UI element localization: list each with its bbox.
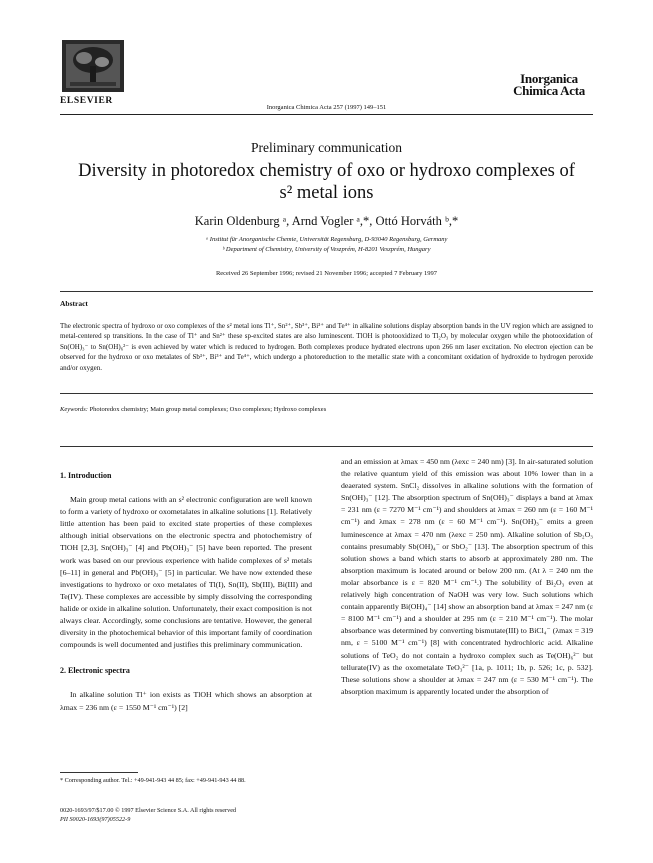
section-2-text: In alkaline solution Tl⁺ ion exists as TlOH which shows an absorption at λmax = 236 nm (ε = 1550 M⁻¹ cm⁻¹) [2]: [60, 690, 312, 712]
affiliation-a: ᵃ Institut für Anorganische Chemie, Universität Regensburg, D-93040 Regensburg, Germany: [205, 236, 448, 243]
received-dates: Received 26 September 1996; revised 21 November 1996; accepted 7 February 1997: [215, 270, 438, 277]
abstract-top-rule: [60, 291, 593, 292]
journal-reference: Inorganica Chimica Acta 257 (1997) 149–151: [266, 104, 387, 111]
abstract-bottom-rule: [60, 393, 593, 394]
journal-logo: [504, 73, 594, 97]
keywords-label: Keywords:: [60, 406, 88, 413]
left-column: [60, 456, 312, 714]
affiliation-b: ᵇ Department of Chemistry, University of Veszprém, H-8201 Veszprém, Hungary: [222, 246, 431, 253]
abstract-text: The electronic spectra of hydroxo or oxo complexes of the s² metal ions Tl⁺, Sn²⁺, Sb³⁺, Bi³⁺ and Te⁴⁺ in alkaline solutions display absorption bands in the UV region which are assigned to metal-centered sp transitions. In the case of Tl⁺ and Sn²⁺ these sp-excited states are also luminescent. TlOH is photooxidized to Tl₂O₃ by molecular oxygen while the photooxidation of Sn(OH)₃⁻ to Sn(OH)₆²⁻ is even achieved by water which is reduced to hydrogen. Both complexes produce hydrated electrons upon 266 nm laser excitation. No electron ejection can be observed for the hydroxo or oxo metalates of Sb³⁺, Bi³⁺ and Te⁴⁺, which undergo a photoreduction to the metallic state with a concomitant oxidation of hydroxide to hydrogen peroxide and/or oxygen.: [60, 322, 593, 372]
elsevier-tree-logo: [62, 40, 124, 92]
title-line-1: Diversity in photoredox chemistry of oxo or hydroxo complexes of: [78, 161, 575, 181]
column-top-spacer: [60, 456, 312, 470]
keywords-rule: [60, 446, 593, 447]
keywords: [60, 406, 593, 413]
article-title: [60, 160, 593, 204]
pii-line: PII S0020-1693(97)05522-9: [60, 816, 131, 823]
header-rule: [60, 114, 593, 115]
section-type: Preliminary communication: [250, 140, 403, 155]
publisher-name: ELSEVIER: [60, 96, 113, 106]
copyright-line: 0020-1693/97/$17.00 © 1997 Elsevier Science S.A. All rights reserved: [60, 807, 237, 814]
section-spacer: [60, 651, 312, 665]
section-1-heading: 1. Introduction: [60, 471, 112, 480]
footnote-rule: [60, 772, 138, 773]
corresponding-author-footnote: * Corresponding author. Tel.: +49-941-943 44 85; fax: +49-941-943 44 88.: [60, 777, 246, 784]
section-2-continued-text: and an emission at λmax = 450 nm (λexc = 240 nm) [3]. In air-saturated solution the relative quantum yield of this emission was about 10% lower than in a deaerated system. SnCl₂ dissolves in alkaline solutions with the formation of Sn(OH)₃⁻ [12]. The absorption spectrum of Sn(OH)₃⁻ displays a band at λmax = 231 nm (ε = 7270 M⁻¹ cm⁻¹) and shoulders at λmax = 260 nm (ε = 160 M⁻¹ cm⁻¹) and λmax = 278 nm (ε = 60 M⁻¹ cm⁻¹). Sn(OH)₃⁻ emits a green luminescence at λmax = 470 nm (λexc = 250 nm). Alkaline solution of Sb₂O₃ contains presumably Sb(OH)₄⁻ or SbO₂⁻ [13]. The absorption spectrum of this solution shows a band which starts to absorb at approximately 280 nm. The absorption maximum is located around or below 200 nm. (At λ = 240 nm the molar absorbance is ε = 820 M⁻¹ cm⁻¹.) The solubility of Bi₂O₃ even at relatively high concentration of NaOH was very low. Such solutions which contain apparently Bi(OH)₄⁻ [14] show an absorption band at λmax = 247 nm (ε = 8100 M⁻¹ cm⁻¹) and a shoulder at 295 nm (ε = 210 M⁻¹ cm⁻¹). The molar absorbance was determined by converting bismutate(III) to BiCl₄⁻ (λmax = 319 nm, ε = 5100 M⁻¹ cm⁻¹) [8] with concentrated hydrochloric acid. Alkaline solutions of TeO₂ do not contain a hydroxo complex such as Te(OH)₆²⁻ but tellurate(IV) as the oxometalate TeO₃²⁻ [1a, p. 1011; 1b, p. 526; 1c, p. 532]. These solutions show a shoulder at λmax = 247 nm (ε = 530 M⁻¹ cm⁻¹). The absorption maximum is apparently located under the absorption of: [341, 457, 593, 696]
journal-logo-line2: Chimica Acta: [513, 83, 585, 98]
right-column: [341, 456, 593, 698]
journal-logo-line1: Inorganica: [520, 71, 578, 86]
copyright-block: [60, 806, 330, 824]
title-line-2: s² metal ions: [279, 183, 374, 203]
keywords-text: Photoredox chemistry; Main group metal complexes; Oxo complexes; Hydroxo complexes: [89, 406, 327, 413]
abstract-heading: Abstract: [60, 299, 88, 308]
author-list: Karin Oldenburg ᵃ, Arnd Vogler ᵃ,*, Ottó Horváth ᵇ,*: [194, 214, 459, 228]
section-2-heading: 2. Electronic spectra: [60, 666, 130, 676]
section-1-text: Main group metal cations with an s² electronic configuration are well known to form a variety of hydroxo or oxometalates in alkaline solutions [1]. Relatively little attention has been paid to excited state properties of these complexes although initial observations on the electronic spectra and photochemistry of TlOH [2,3], Sn(OH)₃⁻ [4] and Pb(OH)₃⁻ [5] have been reported. The present work was based on our previous experience with halide complexes of s² metals [6–11] in general and Pb(OH)₃⁻ [5] in particular. We have now extended these investigations to hydroxo or oxo metalates of Tl(I), Sn(II), Sb(III), Bi(III) and Te(IV). These complexes are accessible by simply dissolving the corresponding halide or oxide in alkaline solution. Unfortunately, their exact composition is not always clear. Accordingly, some conclusions are tentative. However, the general diversity in the photochemical behavior of this important family of coordination compounds is well documented and justifies this preliminary communication.: [60, 495, 312, 650]
